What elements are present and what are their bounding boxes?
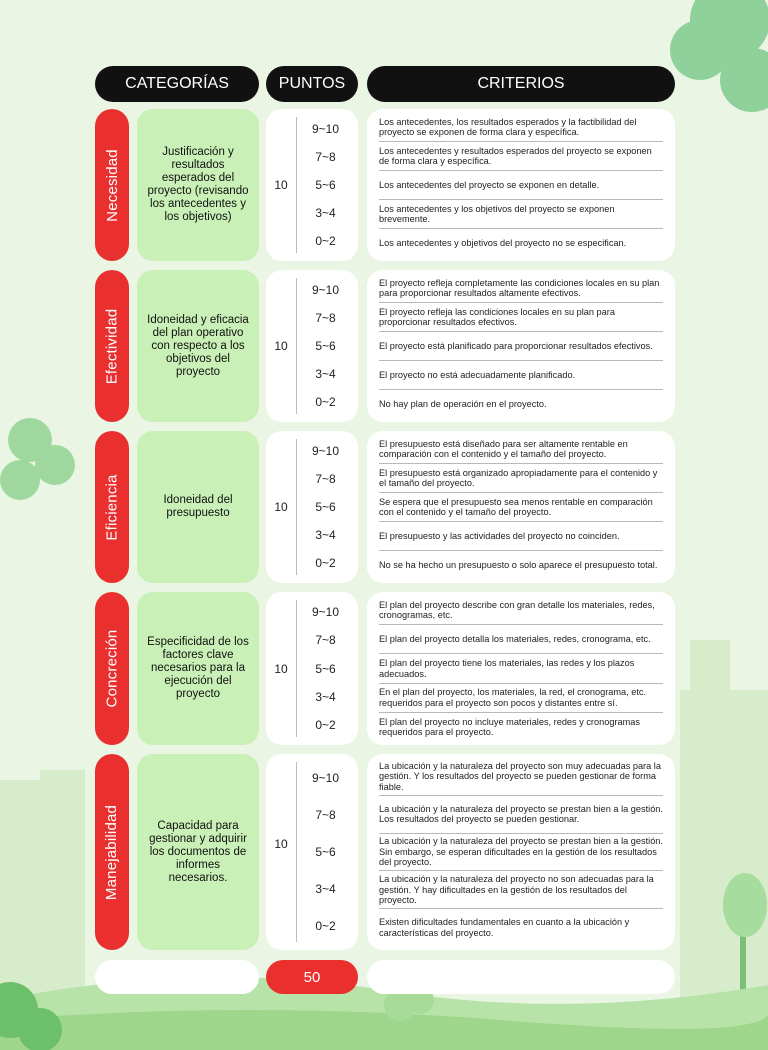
category-tab-efectividad: Efectividad xyxy=(95,270,129,422)
criterion: Los antecedentes y resultados esperados del proyecto se exponen de forma clara y específica. xyxy=(379,142,663,171)
header-puntos: PUNTOS xyxy=(266,66,358,102)
score-range: 5~6 xyxy=(315,661,336,676)
category-description: Justificación y resultados esperados del proyecto (revisando los antecedentes y los objetivos) xyxy=(137,109,259,261)
score-range: 5~6 xyxy=(315,178,336,192)
criterion: La ubicación y la naturaleza del proyecto son muy adecuadas para la gestión. Y los resultados del proyecto se pueden gestionar de forma fiable. xyxy=(379,758,663,796)
points-box xyxy=(266,754,358,950)
total-points: 50 xyxy=(266,960,358,994)
header-criterios: CRITERIOS xyxy=(367,66,675,102)
score-range: 7~8 xyxy=(315,311,336,325)
score-range: 3~4 xyxy=(315,689,336,704)
criterion: El presupuesto está diseñado para ser altamente rentable en comparación con el contenido y el tamaño del proyecto. xyxy=(379,435,663,464)
criterion: El presupuesto está organizado apropiadamente para el contenido y el tamaño del proyecto. xyxy=(379,464,663,493)
category-description: Capacidad para gestionar y adquirir los documentos de informes necesarios. xyxy=(137,754,259,950)
score-range: 9~10 xyxy=(311,122,340,136)
score-range: 7~8 xyxy=(315,808,336,823)
category-tab-manejabilidad: Manejabilidad xyxy=(95,754,129,950)
criteria-box xyxy=(367,754,675,950)
category-description: Idoneidad del presupuesto xyxy=(137,431,259,583)
criterion: La ubicación y la naturaleza del proyecto se prestan bien a la gestión. Los resultados del proyecto se pueden gestionar. xyxy=(379,796,663,834)
score-range: 0~2 xyxy=(315,918,336,933)
category-tab-concrecion: Concreción xyxy=(95,592,129,745)
score-range: 9~10 xyxy=(311,444,340,458)
category-tab-necesidad: Necesidad xyxy=(95,109,129,261)
criterion: En el plan del proyecto, los materiales, la red, el cronograma, etc. requeridos para el proyecto son pocos y distantes entre sí. xyxy=(379,684,663,713)
header-categorias: CATEGORÍAS xyxy=(95,66,259,102)
points-box xyxy=(266,109,358,261)
criterion: Los antecedentes y los objetivos del proyecto se exponen brevemente. xyxy=(379,200,663,229)
criterion: La ubicación y la naturaleza del proyecto se prestan bien a la gestión. Sin embargo, se esperan dificultades en la gestión de los resultados del proyecto. xyxy=(379,834,663,872)
footer-left-box xyxy=(95,960,259,994)
criteria-box xyxy=(367,431,675,583)
score-range: 0~2 xyxy=(315,395,336,409)
score-range: 0~2 xyxy=(315,556,336,570)
criteria-box xyxy=(367,270,675,422)
points-box xyxy=(266,592,358,745)
category-description: Especificidad de los factores clave necesarios para la ejecución del proyecto xyxy=(137,592,259,745)
score-range: 7~8 xyxy=(315,633,336,648)
score-range: 9~10 xyxy=(311,283,340,297)
score-range: 0~2 xyxy=(315,234,336,248)
criterion: El plan del proyecto no incluye materiales, redes y cronogramas requeridos para el proyecto. xyxy=(379,716,640,737)
criterion: El plan del proyecto tiene los materiales, las redes y los plazos adecuados. xyxy=(379,654,663,683)
criterion: La ubicación y la naturaleza del proyecto no son adecuadas para la gestión. Y hay dificultades en la gestión de los resultados del proyecto. xyxy=(379,871,663,909)
score-range: 3~4 xyxy=(315,206,336,220)
criterion: El proyecto no está adecuadamente planificado. xyxy=(379,361,663,390)
points-box xyxy=(266,270,358,422)
points-total: 10 xyxy=(274,178,288,192)
criterion: Los antecedentes del proyecto se exponen en detalle. xyxy=(379,171,663,200)
criterion: Existen dificultades fundamentales en cuanto a la ubicación y características del proyecto. xyxy=(379,917,630,938)
criterion: No hay plan de operación en el proyecto. xyxy=(379,398,547,409)
category-description: Idoneidad y eficacia del plan operativo con respecto a los objetivos del proyecto xyxy=(137,270,259,422)
score-range: 5~6 xyxy=(315,844,336,859)
criterion: El plan del proyecto detalla los materiales, redes, cronograma, etc. xyxy=(379,625,663,654)
score-range: 3~4 xyxy=(315,367,336,381)
points-box xyxy=(266,431,358,583)
score-range: 5~6 xyxy=(315,339,336,353)
points-total: 10 xyxy=(274,339,288,353)
score-range: 0~2 xyxy=(315,717,336,732)
score-range: 7~8 xyxy=(315,150,336,164)
score-range: 3~4 xyxy=(315,881,336,896)
criterion: No se ha hecho un presupuesto o solo aparece el presupuesto total. xyxy=(379,559,658,570)
criterion: El proyecto está planificado para proporcionar resultados efectivos. xyxy=(379,332,663,361)
criterion: El proyecto refleja las condiciones locales en su plan para proporcionar resultados efectivos. xyxy=(379,303,663,332)
points-total: 10 xyxy=(274,837,288,851)
footer-right-box xyxy=(367,960,675,994)
score-range: 7~8 xyxy=(315,472,336,486)
criteria-box xyxy=(367,109,675,261)
criterion: El plan del proyecto describe con gran detalle los materiales, redes, cronogramas, etc. xyxy=(379,596,663,625)
points-total: 10 xyxy=(274,500,288,514)
category-tab-eficiencia: Eficiencia xyxy=(95,431,129,583)
criterion: Los antecedentes, los resultados esperados y la factibilidad del proyecto se exponen de forma clara y específica. xyxy=(379,113,663,142)
criterion: Los antecedentes y objetivos del proyecto no se especifican. xyxy=(379,237,627,248)
criterion: Se espera que el presupuesto sea menos rentable en comparación con el contenido y el tamaño del proyecto. xyxy=(379,493,663,522)
score-range: 3~4 xyxy=(315,528,336,542)
score-range: 9~10 xyxy=(311,605,340,620)
criterion: El proyecto refleja completamente las condiciones locales en su plan para proporcionar resultados altamente efectivos. xyxy=(379,274,663,303)
criterion: El presupuesto y las actividades del proyecto no coinciden. xyxy=(379,522,663,551)
criteria-box xyxy=(367,592,675,745)
score-range: 5~6 xyxy=(315,500,336,514)
score-range: 9~10 xyxy=(311,771,340,786)
points-total: 10 xyxy=(274,661,288,676)
